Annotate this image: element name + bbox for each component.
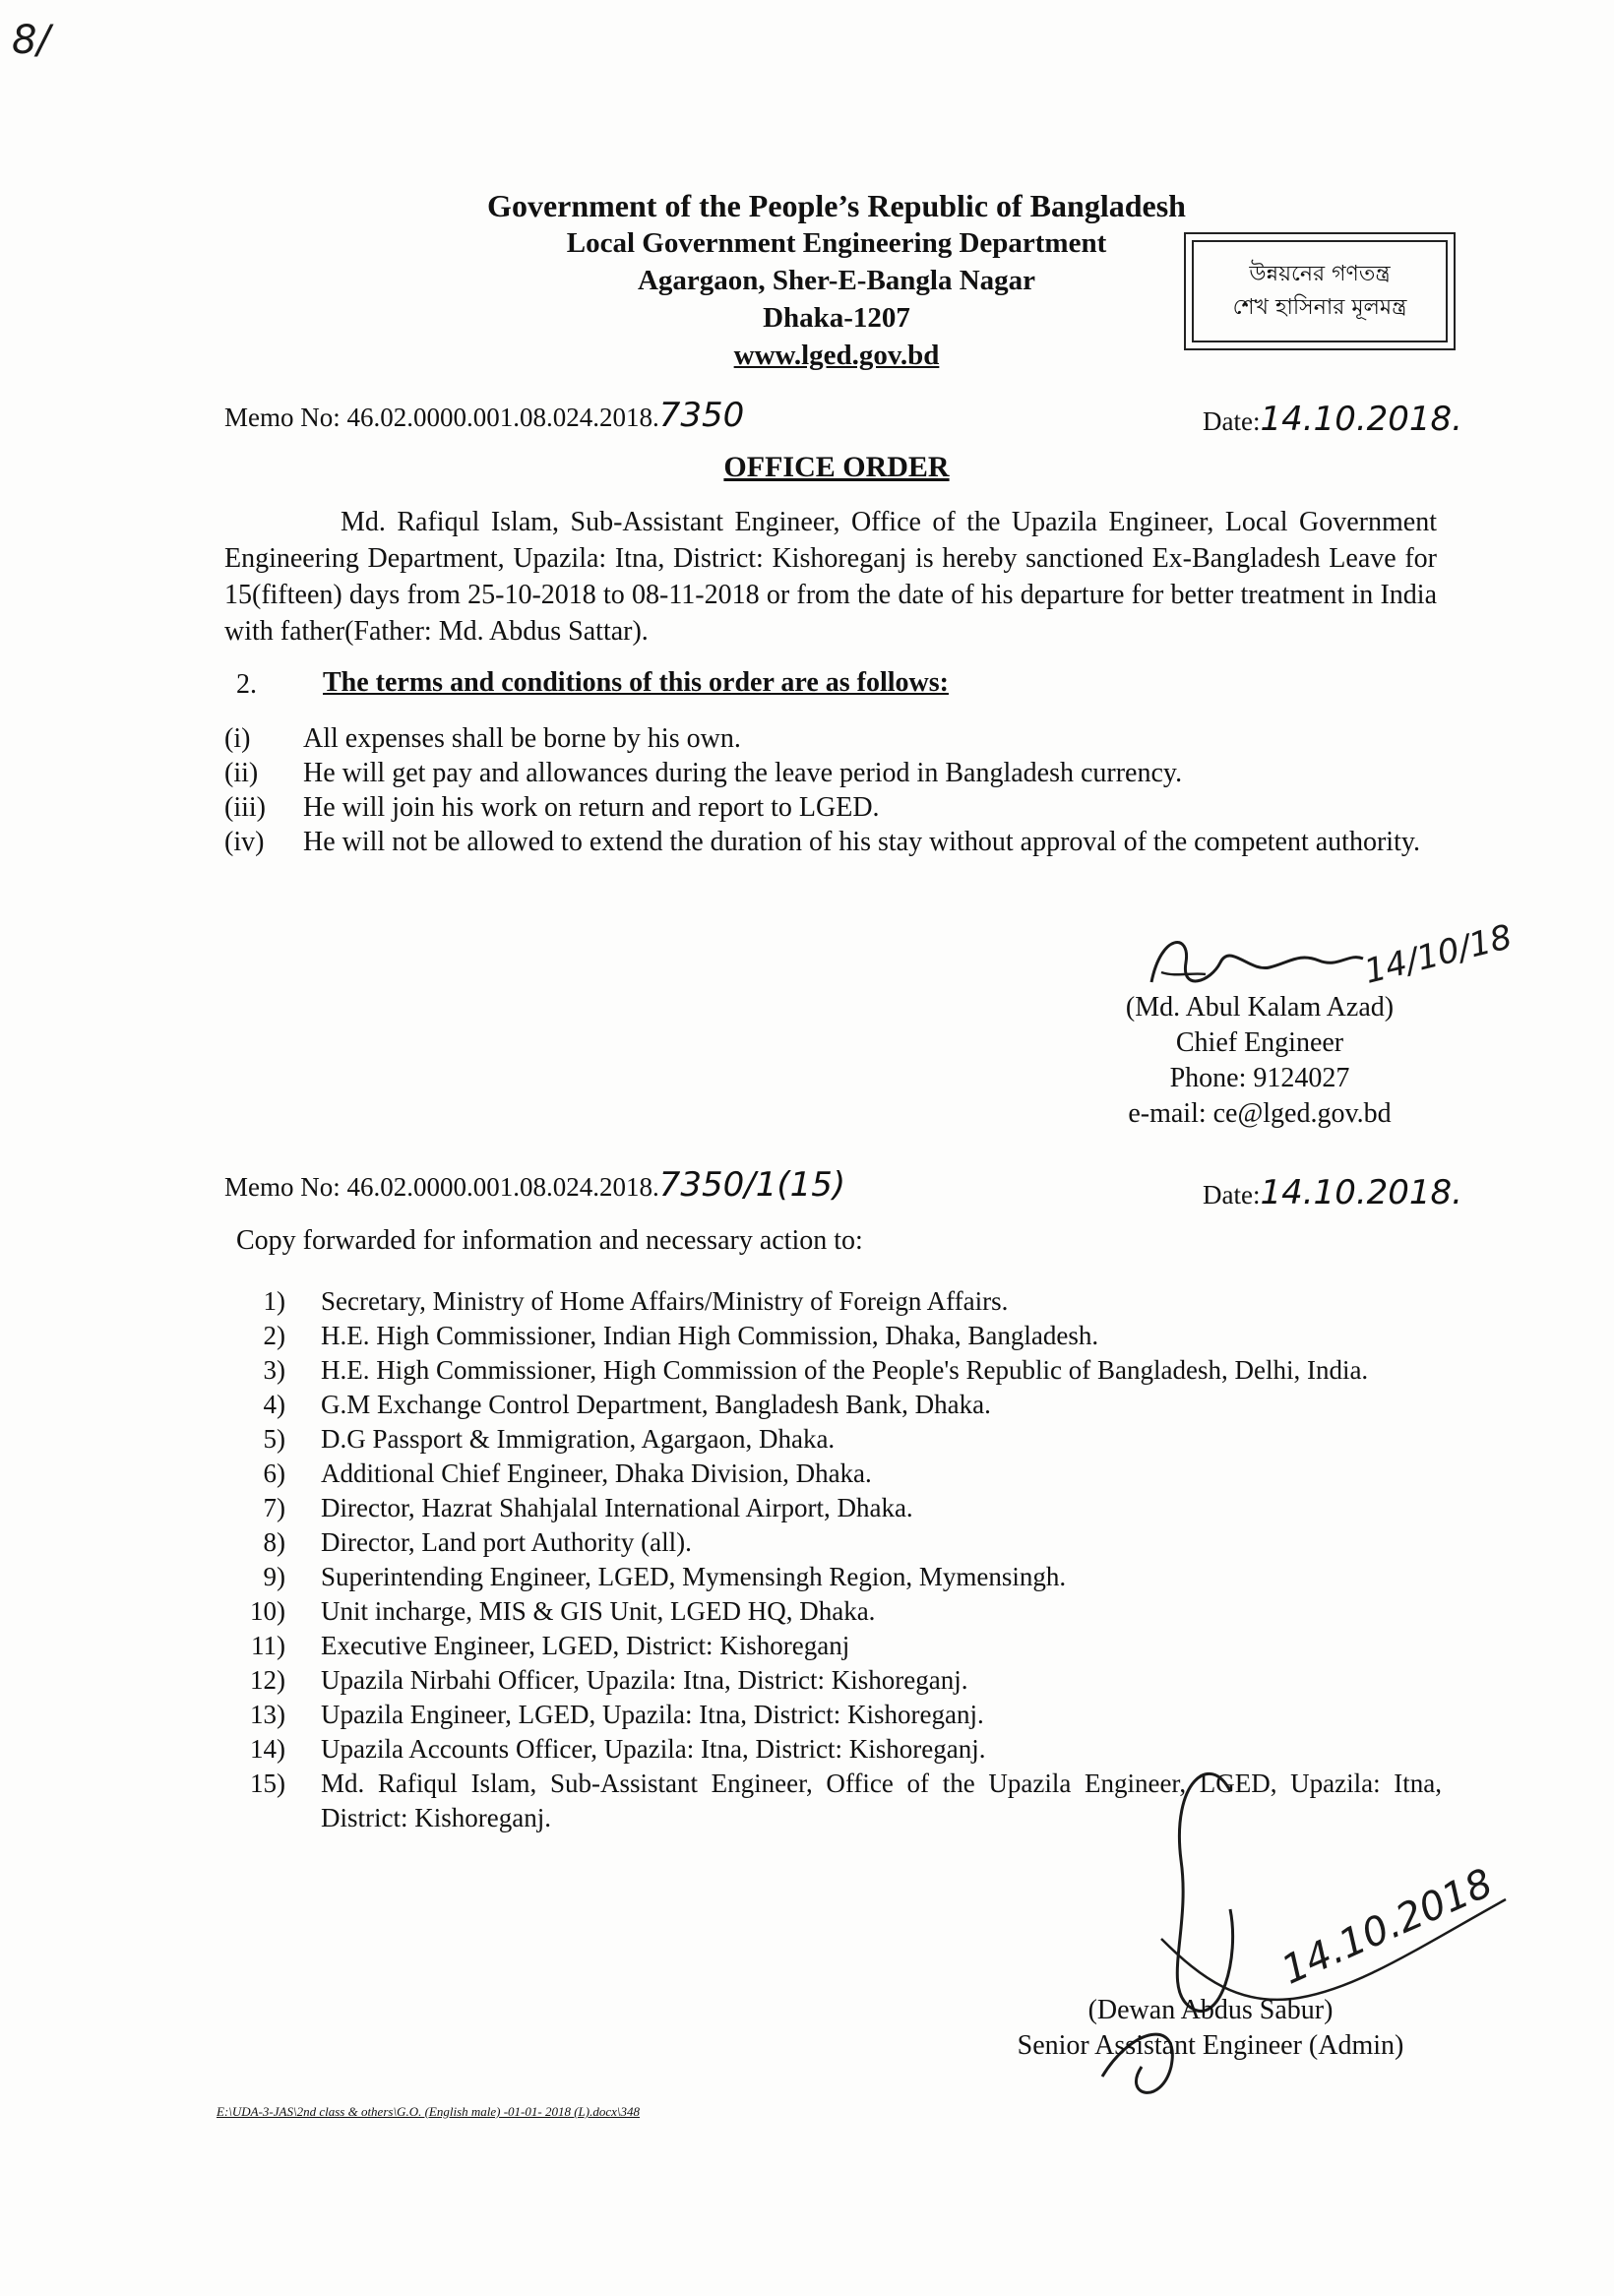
corner-handwritten-mark: 8/ (12, 18, 50, 63)
signatory-1-phone: Phone: 9124027 (1169, 1063, 1350, 1093)
list-item: 3) H.E. High Commissioner, High Commission of the People's Republic of Bangladesh, Delhi, India. (263, 1355, 1369, 1385)
signatory-1-designation: Chief Engineer (1175, 1027, 1344, 1058)
header-department: Local Government Engineering Department (566, 227, 1107, 259)
signature-2-date: 14.10.2018 (1274, 1860, 1500, 1994)
list-item: 15) Md. Rafiqul Islam, Sub-Assistant Engineer, Office of the Upazila Engineer, LGED, Upazila: Itna, District: Kishoreganj. (250, 1769, 1442, 1832)
list-item: 11) Executive Engineer, LGED, District: Kishoreganj (251, 1631, 850, 1660)
date-label: Date: (1203, 406, 1261, 436)
header-government: Government of the People’s Republic of Bangladesh (487, 188, 1186, 223)
terms-heading: The terms and conditions of this order are as follows: (323, 667, 949, 698)
list-item: 12) Upazila Nirbahi Officer, Upazila: Itna, District: Kishoreganj. (250, 1665, 968, 1695)
list-item: 1) Secretary, Ministry of Home Affairs/Ministry of Foreign Affairs. (263, 1286, 1009, 1316)
signatory-1-email: e-mail: ce@lged.gov.bd (1128, 1098, 1392, 1129)
memo-date-1 (1203, 400, 1462, 439)
list-item: 8) Director, Land port Authority (all). (263, 1527, 692, 1557)
list-item: (iii) He will join his work on return and report to LGED. (224, 792, 880, 823)
slogan-line-2: শেখ হাসিনার মূলমন্ত্র (1232, 295, 1407, 320)
slogan-box (1184, 232, 1456, 350)
handwritten-date: 14.10.2018. (1260, 1173, 1462, 1212)
memo-handwritten-number: 7350/1(15) (658, 1165, 846, 1205)
footer-file-path: E:\UDA-3-JAS\2nd class & others\G.O. (English male) -01-01- 2018 (L).docx\348 (217, 2104, 641, 2119)
handwritten-date: 14.10.2018. (1260, 400, 1462, 439)
signatory-2-block (974, 1993, 1447, 2064)
list-item: 4) G.M Exchange Control Department, Bangladesh Bank, Dhaka. (263, 1390, 991, 1419)
slogan-line-1: উন্নয়নের গণতন্ত্র (1249, 262, 1391, 286)
memo-prefix: Memo No: 46.02.0000.001.08.024.2018. (224, 1172, 659, 1202)
list-item: 2) H.E. High Commissioner, Indian High Commission, Dhaka, Bangladesh. (263, 1321, 1099, 1350)
memo-prefix: Memo No: 46.02.0000.001.08.024.2018. (224, 403, 659, 432)
signature-1-date: 14/10/18 (1360, 917, 1517, 992)
section-number: 2. (236, 669, 257, 700)
signatory-1-block (1063, 990, 1457, 1132)
memo-number-2 (224, 1165, 845, 1205)
signatory-1-name: (Md. Abul Kalam Azad) (1125, 992, 1395, 1023)
list-item: 5) D.G Passport & Immigration, Agargaon, Dhaka. (263, 1424, 836, 1454)
order-body-paragraph: Md. Rafiqul Islam, Sub-Assistant Engineer, Office of the Upazila Engineer, Local Government Engineering Department, Upazila: Itna, District: Kishoreganj is hereby sanctioned Ex-Bangladesh Leave for 15(fifteen) days from 25-10-2018 to 08-11-2018 or from the date of his departure for better treatment in India with father(Father: Md. Abdus Sattar). (224, 507, 1437, 647)
signatory-2-name: (Dewan Abdus Sabur) (1087, 1995, 1334, 2025)
header-address: Agargaon, Sher-E-Bangla Nagar (637, 265, 1036, 296)
terms-list (224, 721, 1437, 859)
header-city: Dhaka-1207 (763, 302, 910, 334)
list-item: 9) Superintending Engineer, LGED, Mymensingh Region, Mymensingh. (263, 1562, 1067, 1591)
header-website: www.lged.gov.bd (733, 340, 940, 371)
list-item: 10) Unit incharge, MIS & GIS Unit, LGED HQ, Dhaka. (250, 1596, 876, 1626)
memo-date-2 (1203, 1173, 1462, 1212)
office-order-title: OFFICE ORDER (723, 451, 950, 483)
list-item: 13) Upazila Engineer, LGED, Upazila: Itna, District: Kishoreganj. (250, 1700, 984, 1729)
copy-forwarded-line: Copy forwarded for information and necessary action to: (236, 1225, 863, 1256)
memo-handwritten-number: 7350 (658, 396, 745, 435)
list-item: 6) Additional Chief Engineer, Dhaka Division, Dhaka. (263, 1458, 872, 1488)
memo-number-1 (224, 396, 744, 435)
list-item: (iv) He will not be allowed to extend the duration of his stay without approval of the competent authority. (224, 827, 1421, 857)
signatory-2-designation: Senior Assistant Engineer (Admin) (1017, 2030, 1404, 2061)
list-item: (i) All expenses shall be borne by his own. (224, 723, 741, 754)
list-item: 7) Director, Hazrat Shahjalal International Airport, Dhaka. (263, 1493, 913, 1522)
list-item: (ii) He will get pay and allowances during the leave period in Bangladesh currency. (224, 758, 1183, 788)
date-label: Date: (1203, 1180, 1261, 1210)
list-item: 14) Upazila Accounts Officer, Upazila: Itna, District: Kishoreganj. (250, 1734, 986, 1764)
